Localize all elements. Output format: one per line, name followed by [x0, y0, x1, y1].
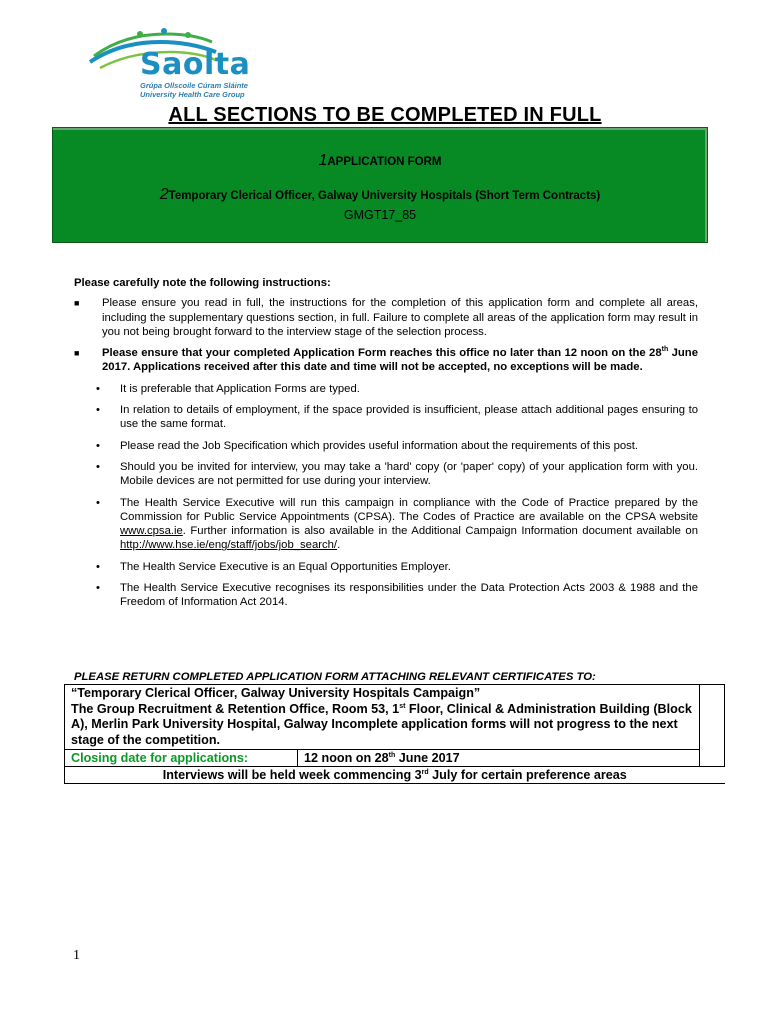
bullet-item: • Should you be invited for interview, you may take a 'hard' copy (or 'paper' copy) of your application form with you. Mobile devices are not permitted for use during your interview.	[96, 460, 698, 488]
instructions-section	[74, 276, 698, 617]
banner-line-1	[53, 152, 707, 170]
closing-date-label: Closing date for applications:	[65, 750, 298, 767]
bullet-item: • It is preferable that Application Forms are typed.	[96, 382, 360, 395]
banner-position-title: Temporary Clerical Officer, Galway University Hospitals (Short Term Contracts)	[168, 190, 601, 202]
campaign-title: “Temporary Clerical Officer, Galway University Hospitals Campaign”	[71, 686, 481, 700]
office-address: The Group Recruitment & Retention Office, Room 53, 1st Floor, Clinical & Administration Building (Block A), Merlin Park University Hospital, Galway Incomplete application forms will not progress to the next stage of the competition.	[71, 701, 692, 747]
logo-subtitle	[140, 82, 248, 99]
cpsa-website-link[interactable]: www.cpsa.ie	[120, 525, 183, 538]
bullet-icon: •	[96, 439, 100, 452]
instruction-item	[74, 296, 698, 339]
return-address-table	[64, 684, 725, 784]
interviews-note: Interviews will be held week commencing 3rd July for certain preference areas	[65, 767, 725, 784]
instruction-text: Please ensure you read in full, the instructions for the completion of this application form and complete all areas, including the supplementary questions section, in full. Failure to complete all areas of the application form may result in you not being brought forward to the interview stage of the selection process.	[102, 297, 698, 338]
banner-number-1: 1	[318, 152, 328, 169]
bullet-item: • The Health Service Executive is an Equal Opportunities Employer.	[96, 560, 451, 573]
bullet-icon: •	[96, 382, 100, 395]
bullet-icon: •	[96, 496, 100, 509]
deadline-instruction: ■ Please ensure that your completed Application Form reaches this office no later than 12 noon on the 28th June 2017. Applications received after this date and time will not be accepted, no exceptions will be made.	[74, 346, 698, 374]
bullet-item: • In relation to details of employment, if the space provided is insufficient, please attach additional pages ensuring to use the same format.	[96, 404, 698, 431]
page-number: 1	[73, 948, 80, 963]
banner-form-title: APPLICATION FORM	[327, 156, 442, 168]
logo-subtitle-irish: Grúpa Ollscoile Cúram Sláinte	[140, 81, 248, 90]
banner-reference-code: GMGT17_85	[343, 208, 417, 222]
square-bullet-icon: ■	[74, 298, 80, 309]
cpsa-bullet-item: • The Health Service Executive will run this campaign in compliance with the Code of Practice prepared by the Commission for Public Service Appointments (CPSA). The Codes of Practice are available on the CPSA website www.cpsa.ie. Further information is also available in the Additional Campaign Information document available on http://www.hse.ie/eng/staff/jobs/job_search/.	[96, 496, 698, 552]
bullet-item: • Please read the Job Specification which provides useful information about the requirements of this post.	[96, 439, 639, 452]
banner-line-2	[53, 186, 707, 204]
hse-jobs-link[interactable]: http://www.hse.ie/eng/staff/jobs/job_search/	[120, 539, 338, 552]
form-title-banner	[52, 127, 708, 243]
return-heading: PLEASE RETURN COMPLETED APPLICATION FORM ATTACHING RELEVANT CERTIFICATES TO:	[74, 671, 596, 683]
instructions-heading: Please carefully note the following instructions:	[74, 277, 331, 289]
campaign-address-cell	[65, 685, 700, 750]
logo-subtitle-english: University Health Care Group	[140, 89, 245, 99]
side-cell	[700, 685, 725, 767]
bullet-item: • The Health Service Executive recognises its responsibilities under the Data Protection Acts 2003 & 1988 and the Freedom of Information Act 2014.	[96, 582, 698, 609]
banner-number-2: 2	[159, 186, 169, 203]
page-headline: ALL SECTIONS TO BE COMPLETED IN FULL	[168, 104, 602, 126]
bullet-icon: •	[96, 404, 100, 417]
bullet-icon: •	[96, 460, 100, 473]
bullet-icon: •	[96, 560, 100, 573]
bullet-icon: •	[96, 582, 100, 595]
closing-date-value: 12 noon on 28th June 2017	[298, 750, 700, 767]
square-bullet-icon: ■	[74, 348, 80, 359]
logo-wordmark: Saolta	[140, 47, 251, 82]
